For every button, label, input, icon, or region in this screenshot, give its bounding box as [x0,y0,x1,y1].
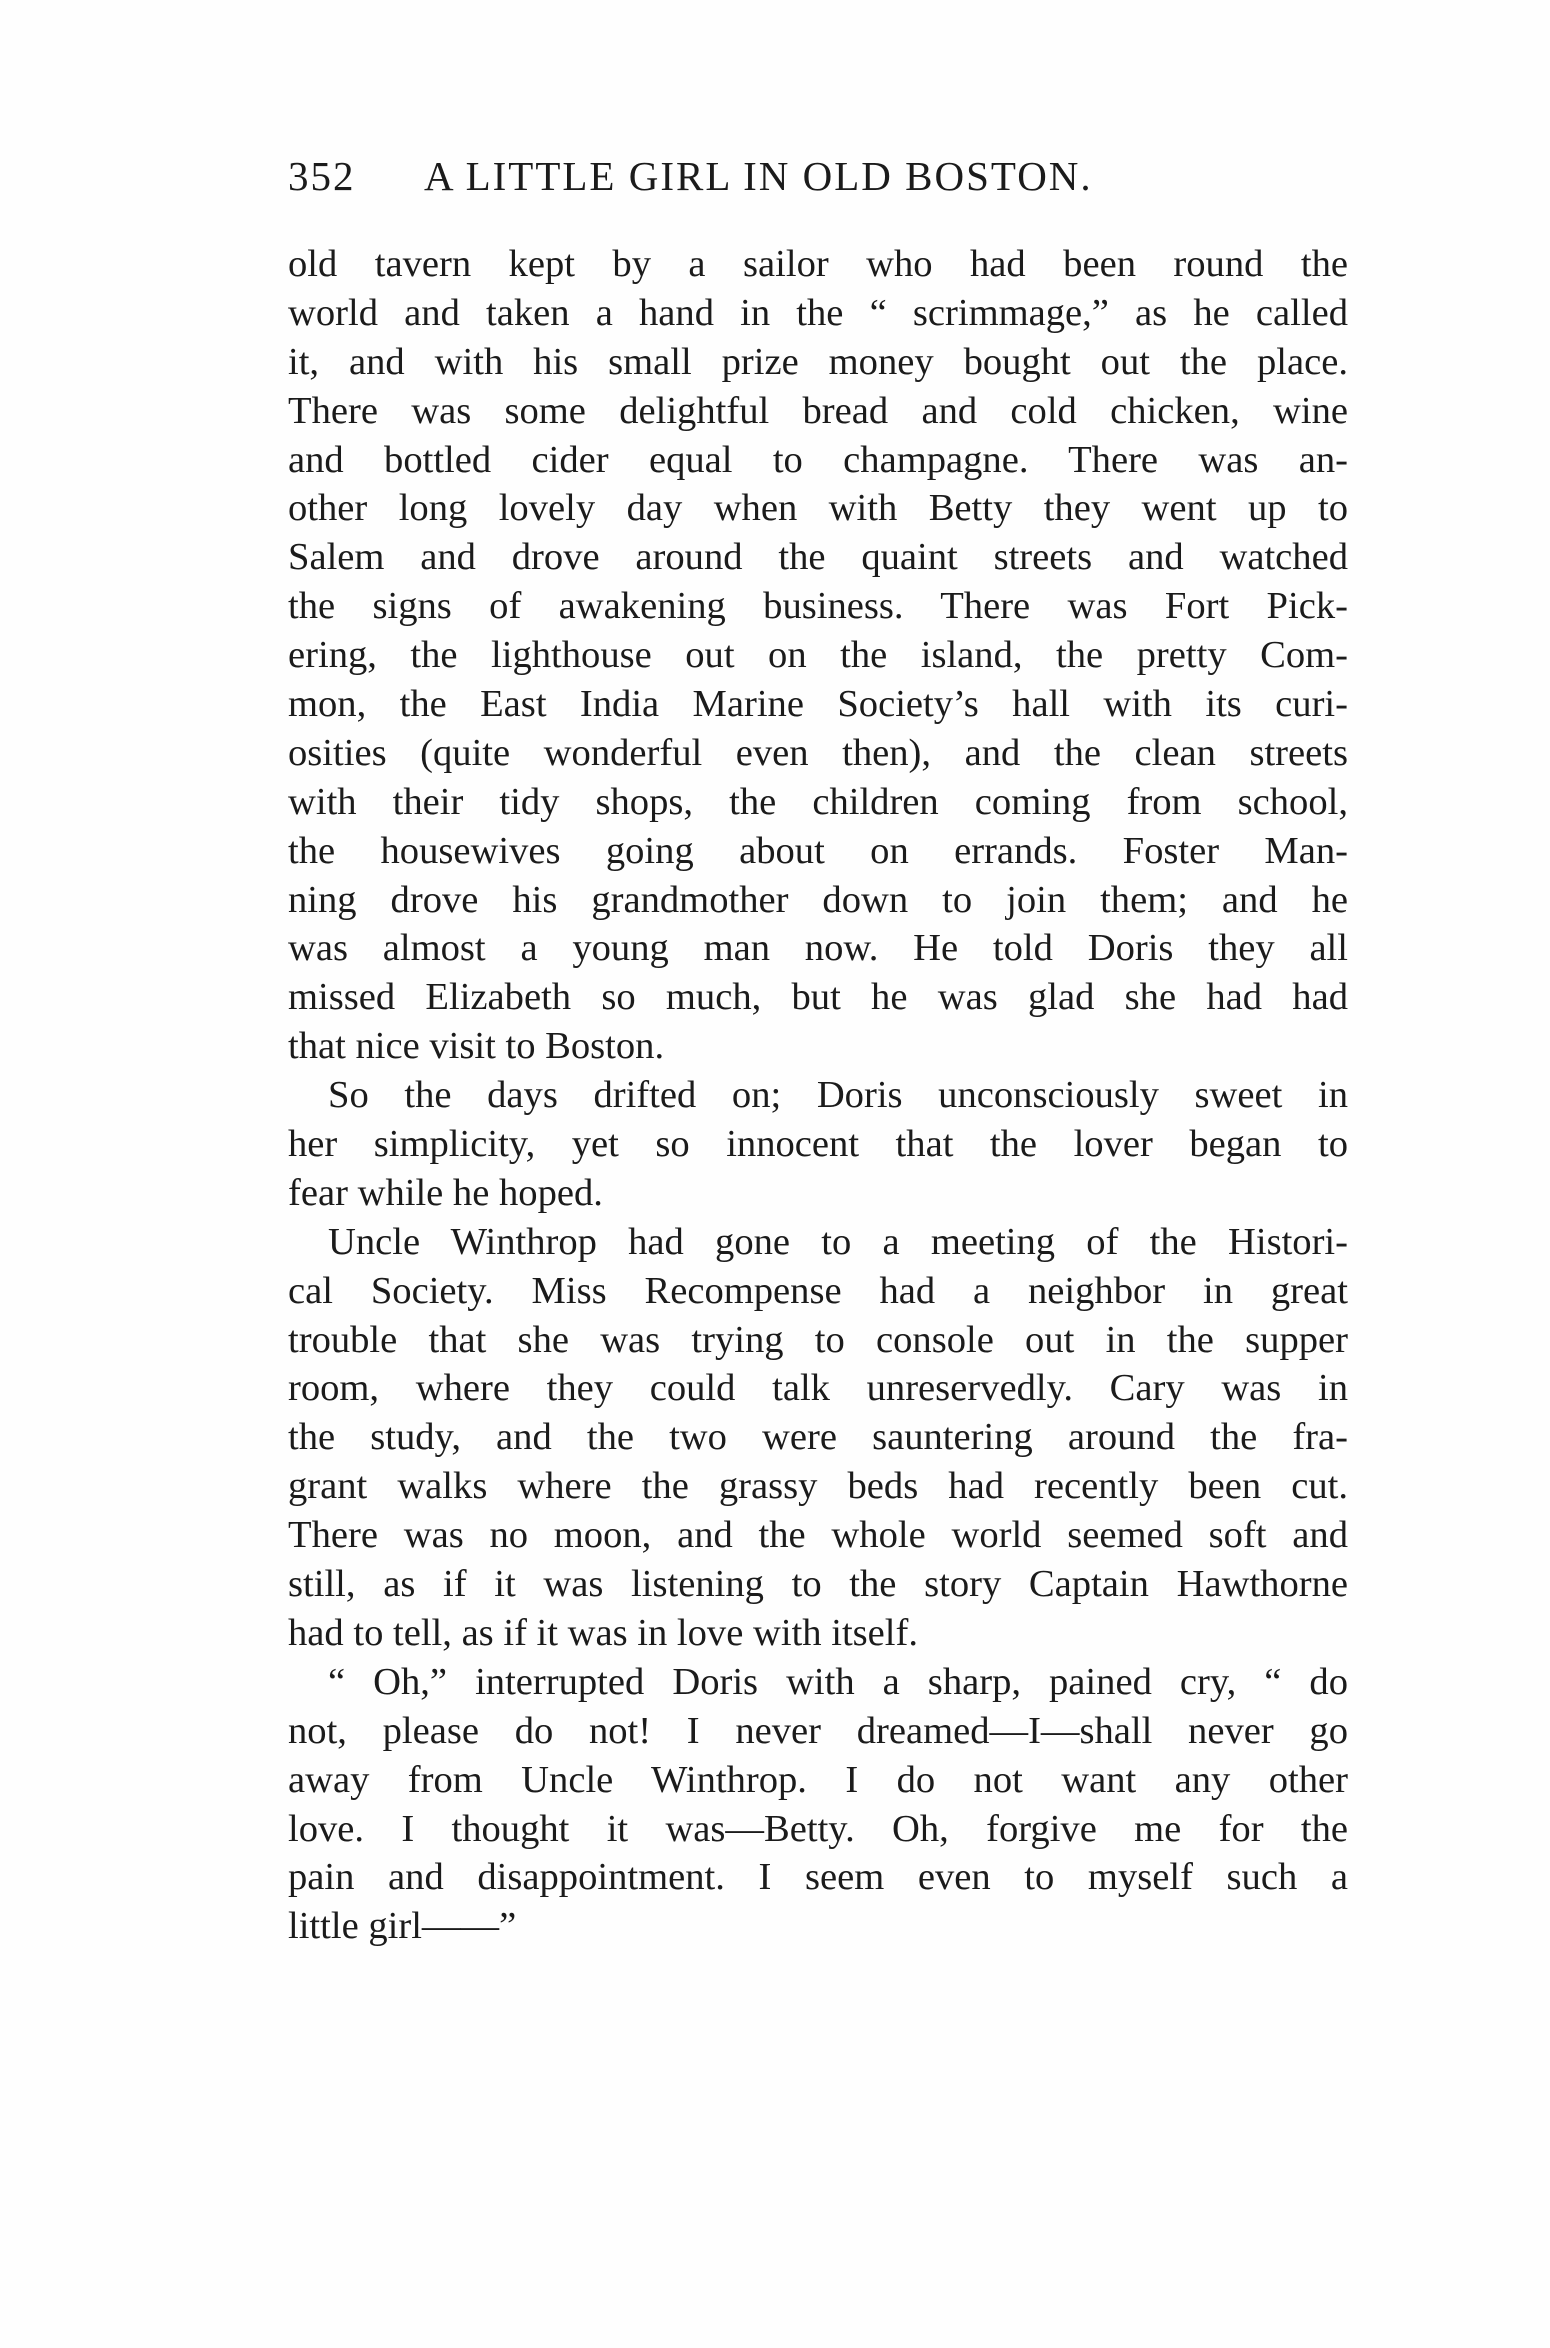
paragraph-1 [288,240,1348,1071]
text-line: away from Uncle Winthrop. I do not want any other [288,1758,1348,1801]
text-line: ning drove his grandmother down to join them; and he [288,878,1348,921]
text-line: “ Oh,” interrupted Doris with a sharp, pained cry, “ do [328,1660,1348,1703]
text-line: ering, the lighthouse out on the island, the pretty Com- [288,634,1348,677]
text-line: There was no moon, and the whole world seemed soft and [288,1514,1348,1557]
text-line: the housewives going about on errands. Foster Man- [288,829,1348,872]
text-line: that nice visit to Boston. [288,1025,665,1068]
page-header [288,152,1348,212]
text-line: the study, and the two were sauntering around the fra- [288,1416,1348,1459]
running-title: A LITTLE GIRL IN OLD BOSTON. [424,153,1093,199]
text-line: world and taken a hand in the “ scrimmage,” as he called [288,291,1348,334]
text-line: her simplicity, yet so innocent that the lover began to [288,1123,1348,1166]
text-line: cal Society. Miss Recompense had a neighbor in great [288,1269,1348,1312]
text-line: had to tell, as if it was in love with itself. [288,1611,919,1654]
text-line: grant walks where the grassy beds had recently been cut. [288,1465,1348,1508]
paragraph-2 [288,1071,1348,1218]
text-line: with their tidy shops, the children coming from school, [288,780,1348,823]
text-line: mon, the East India Marine Society’s hall with its curi- [288,683,1348,726]
text-line: osities (quite wonderful even then), and the clean streets [288,731,1348,774]
text-line: love. I thought it was—Betty. Oh, forgive me for the [288,1807,1348,1850]
text-line: still, as if it was listening to the story Captain Hawthorne [288,1563,1348,1606]
text-line: missed Elizabeth so much, but he was glad she had had [288,976,1348,1019]
paragraph-3 [288,1218,1348,1658]
text-line: it, and with his small prize money bought out the place. [288,340,1348,383]
text-line: fear while he hoped. [288,1171,603,1214]
paragraph-4 [288,1658,1348,1951]
text-line: So the days drifted on; Doris unconsciously sweet in [328,1074,1348,1117]
text-line: not, please do not! I never dreamed—I—shall never go [288,1709,1348,1752]
text-line: Uncle Winthrop had gone to a meeting of the Histori- [328,1220,1348,1263]
text-line: was almost a young man now. He told Doris they all [288,927,1348,970]
text-line: the signs of awakening business. There was Fort Pick- [288,585,1348,628]
text-line: and bottled cider equal to champagne. There was an- [288,438,1348,481]
text-line: Salem and drove around the quaint streets and watched [288,536,1348,579]
text-line: room, where they could talk unreservedly. Cary was in [288,1367,1348,1410]
body-text [288,240,1348,1951]
page-number: 352 [288,153,356,199]
text-line: other long lovely day when with Betty they went up to [288,487,1348,530]
text-line: trouble that she was trying to console out in the supper [288,1318,1348,1361]
text-line: old tavern kept by a sailor who had been round the [288,243,1348,285]
text-line: pain and disappointment. I seem even to myself such a [288,1856,1348,1899]
text-line: There was some delightful bread and cold chicken, wine [288,389,1348,432]
text-line: little girl——” [288,1905,517,1948]
